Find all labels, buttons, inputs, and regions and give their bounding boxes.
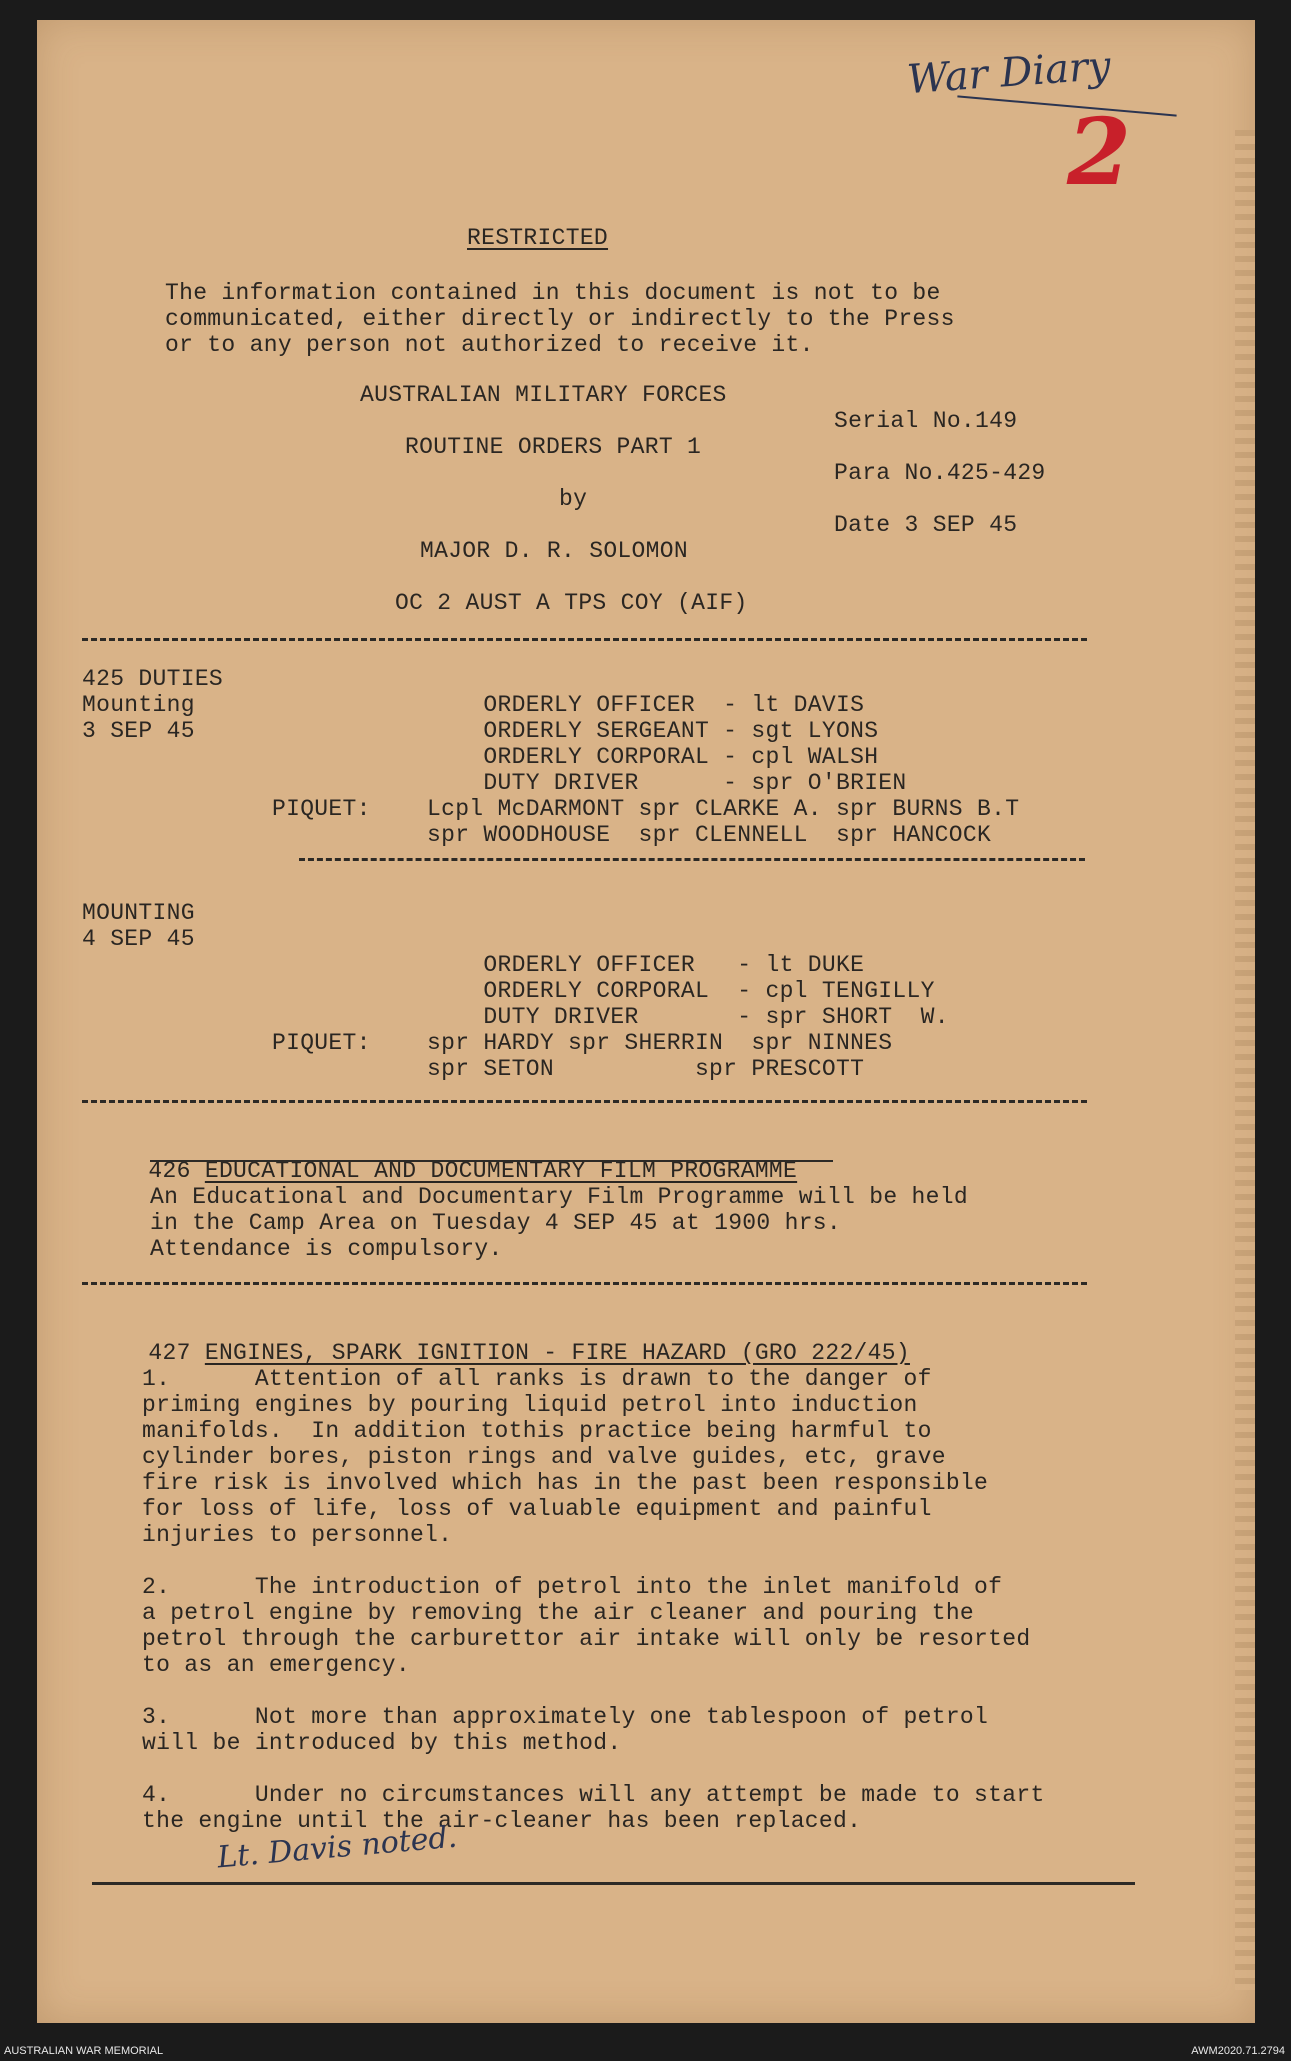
- end-rule: [92, 1882, 1135, 1885]
- sub-para-1-line: priming engines by pouring liquid petrol into induction: [142, 1392, 918, 1418]
- para-heading: EDUCATIONAL AND DOCUMENTARY FILM PROGRAMME: [204, 1158, 798, 1184]
- piquet-line-1: spr HARDY spr SHERRIN spr NINNES: [427, 1030, 893, 1056]
- duty-person: - cpl TENGILLY: [723, 978, 935, 1004]
- notice-line-3: or to any person not authorized to receive it.: [165, 332, 814, 358]
- para-heading: ENGINES, SPARK IGNITION - FIRE HAZARD (GRO 222/45): [204, 1340, 910, 1366]
- duty-person: - lt DUKE: [723, 952, 865, 978]
- archive-footer-right: AWM2020.71.2794: [1191, 2045, 1285, 2057]
- sub-para-1-line: injuries to personnel.: [142, 1522, 453, 1548]
- duty-person: - sgt LYONS: [723, 718, 879, 744]
- handwritten-signature: Lt. Davis noted.: [215, 1819, 459, 1876]
- sub-para-1-line: manifolds. In addition tothis practice being harmful to: [142, 1418, 932, 1444]
- handwritten-page-number: 2: [1067, 98, 1132, 206]
- mounting-heading-1: MOUNTING: [82, 900, 195, 926]
- document-page: [37, 20, 1255, 2023]
- sub-para-1-line: for loss of life, loss of valuable equipment and painful: [142, 1496, 932, 1522]
- sub-para-1-line: 1. Attention of all ranks is drawn to the danger of: [142, 1366, 932, 1392]
- notice-line-2: communicated, either directly or indirectly to the Press: [165, 306, 955, 332]
- unit-name: OC 2 AUST A TPS COY (AIF): [395, 590, 748, 616]
- duty-role: ORDERLY SERGEANT: [483, 718, 724, 744]
- notice-line-1: The information contained in this document is not to be: [165, 280, 941, 306]
- piquet-line-2: spr SETON spr PRESCOTT: [427, 1056, 865, 1082]
- archive-footer-left: AUSTRALIAN WAR MEMORIAL: [4, 2045, 164, 2057]
- duties-heading-2: Mounting: [82, 692, 195, 718]
- piquet-line-2: spr WOODHOUSE spr CLENNELL spr HANCOCK: [427, 822, 992, 848]
- para-number: 426: [148, 1158, 191, 1184]
- sub-para-1-line: fire risk is involved which has in the past been responsible: [142, 1470, 989, 1496]
- sub-para-3-line: will be introduced by this method.: [142, 1730, 622, 1756]
- order-title: ROUTINE ORDERS PART 1: [405, 434, 702, 460]
- para-426-line-3: Attendance is compulsory.: [150, 1236, 503, 1262]
- para-426-line-1: An Educational and Documentary Film Programme will be held: [150, 1184, 968, 1210]
- mounting-heading-2: 4 SEP 45: [82, 926, 195, 952]
- sub-para-3-line: 3. Not more than approximately one tablespoon of petrol: [142, 1704, 989, 1730]
- duty-person: - spr O'BRIEN: [723, 770, 907, 796]
- duty-person: - spr SHORT W.: [723, 1004, 949, 1030]
- by-line: by: [559, 486, 588, 512]
- duties-heading-1: 425 DUTIES: [82, 666, 224, 692]
- handwritten-war-diary: War Diary: [905, 42, 1113, 104]
- para-426-line-2: in the Camp Area on Tuesday 4 SEP 45 at 1900 hrs.: [150, 1210, 842, 1236]
- separator: [299, 858, 1085, 861]
- para-number: Para No.425-429: [834, 460, 1046, 486]
- para-number: 427: [148, 1340, 191, 1366]
- duty-role: ORDERLY OFFICER: [483, 952, 724, 978]
- piquet-label: PIQUET:: [272, 796, 371, 822]
- piquet-line-1: Lcpl McDARMONT spr CLARKE A. spr BURNS B.T: [427, 796, 1020, 822]
- officer-name: MAJOR D. R. SOLOMON: [420, 538, 688, 564]
- classification-heading: RESTRICTED: [467, 225, 609, 251]
- page-edge: [1235, 130, 1255, 1990]
- sub-para-2-line: 2. The introduction of petrol into the inlet manifold of: [142, 1574, 1003, 1600]
- heading-rule: [150, 1160, 833, 1162]
- sub-para-1-line: cylinder bores, piston rings and valve guides, etc, grave: [142, 1444, 946, 1470]
- separator: [82, 1100, 1087, 1103]
- duty-role: ORDERLY CORPORAL: [483, 744, 724, 770]
- duty-role: DUTY DRIVER: [483, 1004, 724, 1030]
- sub-para-2-line: to as an emergency.: [142, 1652, 410, 1678]
- duty-role: ORDERLY CORPORAL: [483, 978, 724, 1004]
- force-title: AUSTRALIAN MILITARY FORCES: [360, 382, 727, 408]
- duty-role: ORDERLY OFFICER: [483, 692, 724, 718]
- duty-role: DUTY DRIVER: [483, 770, 724, 796]
- order-date: Date 3 SEP 45: [834, 512, 1018, 538]
- duty-person: - lt DAVIS: [723, 692, 865, 718]
- piquet-label: PIQUET:: [272, 1030, 371, 1056]
- sub-para-4-line: the engine until the air-cleaner has been replaced.: [142, 1808, 862, 1834]
- separator: [82, 1282, 1087, 1285]
- duties-heading-3: 3 SEP 45: [82, 718, 195, 744]
- sub-para-4-line: 4. Under no circumstances will any attempt be made to start: [142, 1782, 1045, 1808]
- serial-number: Serial No.149: [834, 408, 1018, 434]
- separator: [82, 638, 1087, 641]
- sub-para-2-line: a petrol engine by removing the air cleaner and pouring the: [142, 1600, 975, 1626]
- sub-para-2-line: petrol through the carburettor air intake will only be resorted: [142, 1626, 1031, 1652]
- duty-person: - cpl WALSH: [723, 744, 879, 770]
